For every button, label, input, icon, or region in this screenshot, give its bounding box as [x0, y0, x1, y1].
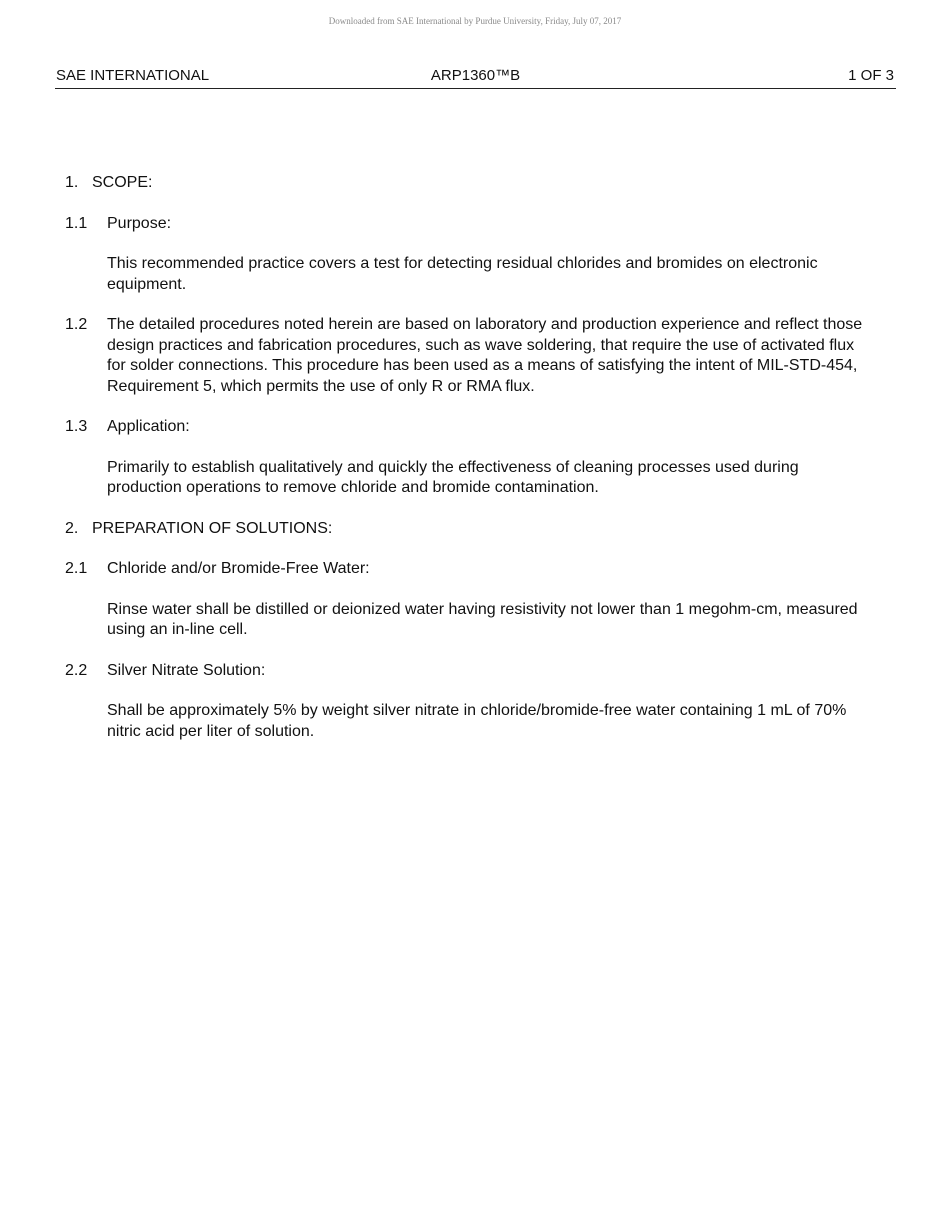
section-1-1-heading: [65, 214, 865, 235]
section-title: Chloride and/or Bromide-Free Water:: [107, 560, 370, 577]
section-1-3-heading: [65, 417, 865, 438]
section-1-1-paragraph: This recommended practice covers a test for detecting residual chlorides and bromides on electronic equipment.: [107, 255, 818, 293]
section-2-2-heading: [65, 661, 865, 682]
section-title: SCOPE:: [92, 174, 153, 191]
section-number: 2.2: [65, 661, 88, 679]
section-1-3-paragraph: Primarily to establish qualitatively and quickly the effectiveness of cleaning processes used during production operations to remove chloride and bromide contamination.: [107, 458, 799, 496]
document-body: [65, 173, 865, 762]
header-organization: SAE INTERNATIONAL: [56, 67, 210, 84]
section-text: The detailed procedures noted herein are based on laboratory and production experience and reflect those design practices and fabrication procedures, such as wave soldering, that require the use of activated flux for solder connections. This procedure has been used as a means of satisfying the intent of MIL-STD-454, Requirement 5, which permits the use of only R or RMA flux.: [107, 316, 863, 395]
header-page-number: 1 OF 3: [848, 67, 894, 84]
section-title: Application:: [107, 418, 190, 435]
section-number: 2.1: [65, 560, 88, 577]
section-1-2-paragraph: [65, 315, 865, 397]
section-title: Purpose:: [107, 214, 172, 232]
section-number: 1.1: [65, 214, 88, 232]
section-1-heading: [65, 173, 865, 194]
section-number: 1.2: [65, 316, 88, 333]
section-number: 1.: [65, 174, 79, 191]
section-title: Silver Nitrate Solution:: [107, 661, 266, 679]
section-title: PREPARATION OF SOLUTIONS:: [92, 519, 333, 537]
page-header: [55, 67, 896, 89]
section-2-1-heading: [65, 559, 865, 580]
section-2-2-paragraph: Shall be approximately 5% by weight silver nitrate in chloride/bromide-free water containing 1 mL of 70% nitric acid per liter of solution.: [107, 702, 847, 740]
header-document-number: ARP1360™B: [430, 67, 521, 84]
section-2-heading: [65, 519, 865, 540]
section-number: 1.3: [65, 418, 88, 435]
download-notice: Downloaded from SAE International by Purdue University, Friday, July 07, 2017: [328, 16, 622, 26]
section-number: 2.: [65, 519, 79, 537]
section-2-1-paragraph: Rinse water shall be distilled or deionized water having resistivity not lower than 1 megohm-cm, measured using an in-line cell.: [107, 600, 858, 638]
